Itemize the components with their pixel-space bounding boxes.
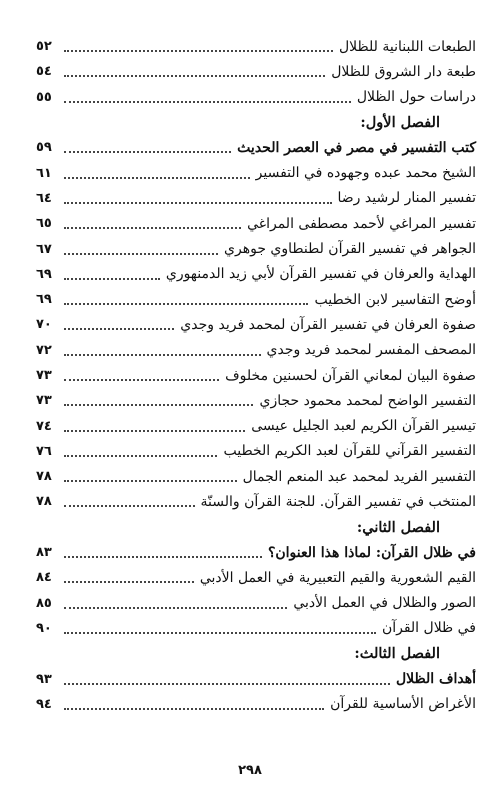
dot-leader [64, 631, 376, 634]
toc-entry-page: ٦٩ [36, 292, 52, 308]
dot-leader [64, 580, 194, 583]
toc-entry-page: ٦١ [36, 165, 52, 181]
chapter-heading: الفصل الثالث: [354, 645, 440, 663]
dot-leader [64, 682, 390, 685]
toc-entry [36, 135, 476, 160]
dot-leader [64, 49, 333, 52]
toc-entry-title: التفسير الفريد لمحمد عبد المنعم الجمال [242, 468, 476, 485]
toc-entry-page: ٨٤ [36, 570, 52, 586]
toc-entry-page: ٩٣ [36, 671, 52, 687]
toc-entry [36, 211, 476, 236]
toc-entry-title: القيم الشعورية والقيم التعبيرية في العمل الأدبي [199, 569, 476, 586]
toc-entry [36, 34, 476, 59]
toc-entry [36, 413, 476, 438]
toc-entry [36, 236, 476, 261]
toc-entry-title: صفوة العرفان في تفسير القرآن لمحمد فريد وجدي [180, 316, 476, 333]
toc-entry [36, 540, 476, 565]
dot-leader [64, 353, 261, 356]
toc-entry-page: ٦٤ [36, 190, 52, 206]
toc-entry-page: ٩٠ [36, 620, 52, 636]
table-of-contents [36, 34, 476, 717]
chapter-heading: الفصل الثاني: [356, 518, 440, 536]
toc-entry [36, 186, 476, 211]
toc-entry [36, 591, 476, 616]
dot-leader [64, 479, 237, 482]
toc-entry-page: ٥٥ [36, 89, 52, 105]
toc-entry-title: التفسير الواضح لمحمد محمود حجازي [259, 392, 476, 409]
dot-leader [64, 226, 241, 229]
toc-entry-page: ٨٥ [36, 595, 52, 611]
toc-entry-title: التفسير القرآني للقرآن لعبد الكريم الخطيب [223, 443, 476, 460]
chapter-heading: الفصل الأول: [360, 114, 440, 132]
toc-entry-title: في ظلال القرآن: لماذا هذا العنوان؟ [267, 544, 476, 561]
dot-leader [64, 100, 351, 103]
toc-entry-title: أوضح التفاسير لابن الخطيب [314, 291, 476, 308]
toc-entry-title: صفوة البيان لمعاني القرآن لحسنين مخلوف [225, 367, 476, 384]
toc-entry-page: ٥٩ [36, 140, 52, 156]
toc-entry [36, 692, 476, 717]
toc-entry [36, 439, 476, 464]
toc-entry-title: الجواهر في تفسير القرآن لطنطاوي جوهري [224, 241, 476, 258]
toc-entry-title: الهداية والعرفان في تفسير القرآن لأبي زيد الدمنهوري [165, 266, 476, 283]
toc-entry-page: ٨٣ [36, 545, 52, 561]
dot-leader [64, 403, 253, 406]
toc-entry-page: ٧٢ [36, 342, 52, 358]
toc-entry-page: ٦٥ [36, 216, 52, 232]
dot-leader [64, 201, 332, 204]
toc-entry-page: ٦٧ [36, 241, 52, 257]
toc-entry [36, 489, 476, 514]
toc-entry-title: دراسات حول الظلال [356, 89, 476, 106]
toc-entry-page: ٧٨ [36, 469, 52, 485]
toc-entry-title: طبعة دار الشروق للظلال [331, 63, 476, 80]
toc-entry [36, 338, 476, 363]
toc-entry-page: ٧٦ [36, 443, 52, 459]
toc-entry-page: ٧٠ [36, 317, 52, 333]
toc-entry [36, 565, 476, 590]
toc-entry-title: في ظلال القرآن [381, 620, 476, 637]
toc-entry-title: المصحف المفسر لمحمد فريد وجدي [266, 342, 476, 359]
toc-entry [36, 464, 476, 489]
toc-entry-page: ٥٢ [36, 39, 52, 55]
dot-leader [64, 504, 195, 507]
page-number: ٢٩٨ [238, 763, 262, 778]
toc-entry-title: الصور والظلال في العمل الأدبي [293, 595, 476, 612]
toc-entry [36, 85, 476, 110]
toc-entry-title: المنتخب في تفسير القرآن. للجنة القرآن والسنّة [200, 493, 476, 510]
dot-leader [64, 454, 217, 457]
dot-leader [64, 302, 308, 305]
dot-leader [64, 74, 325, 77]
toc-entry [36, 666, 476, 691]
toc-entry [36, 160, 476, 185]
toc-entry-page: ٧٣ [36, 393, 52, 409]
dot-leader [64, 252, 218, 255]
toc-entry-page: ٧٤ [36, 418, 52, 434]
toc-entry-page: ٧٣ [36, 368, 52, 383]
toc-entry-title: كتب التفسير في مصر في العصر الحديث [237, 139, 476, 156]
dot-leader [64, 429, 245, 432]
toc-entry-page: ٦٩ [36, 266, 52, 282]
toc-entry [36, 262, 476, 287]
toc-entry-page: ٧٨ [36, 494, 52, 510]
dot-leader [64, 606, 287, 609]
toc-entry-title: الشيخ محمد عبده وجهوده في التفسير [255, 165, 476, 182]
dot-leader [64, 555, 262, 558]
toc-entry-title: الأغراض الأساسية للقرآن [330, 696, 476, 713]
toc-entry-title: أهداف الظلال [395, 671, 476, 688]
dot-leader [64, 707, 324, 710]
toc-entry [36, 59, 476, 84]
dot-leader [64, 277, 160, 280]
dot-leader [64, 327, 174, 330]
dot-leader [64, 378, 219, 381]
toc-entry [36, 616, 476, 641]
toc-entry [36, 363, 476, 388]
toc-entry-title: تفسير المنار لرشيد رضا [337, 190, 476, 207]
toc-entry [36, 287, 476, 312]
toc-entry-page: ٩٤ [36, 696, 52, 712]
toc-entry-title: تيسير القرآن الكريم لعبد الجليل عيسى [251, 418, 476, 435]
toc-entry [36, 312, 476, 337]
dot-leader [64, 150, 231, 153]
toc-entry-page: ٥٤ [36, 64, 52, 80]
dot-leader [64, 176, 250, 179]
toc-entry-title: تفسير المراغي لأحمد مصطفى المراغي [247, 215, 476, 232]
toc-entry [36, 388, 476, 413]
toc-entry-title: الطبعات اللبنانية للظلال [338, 38, 476, 55]
